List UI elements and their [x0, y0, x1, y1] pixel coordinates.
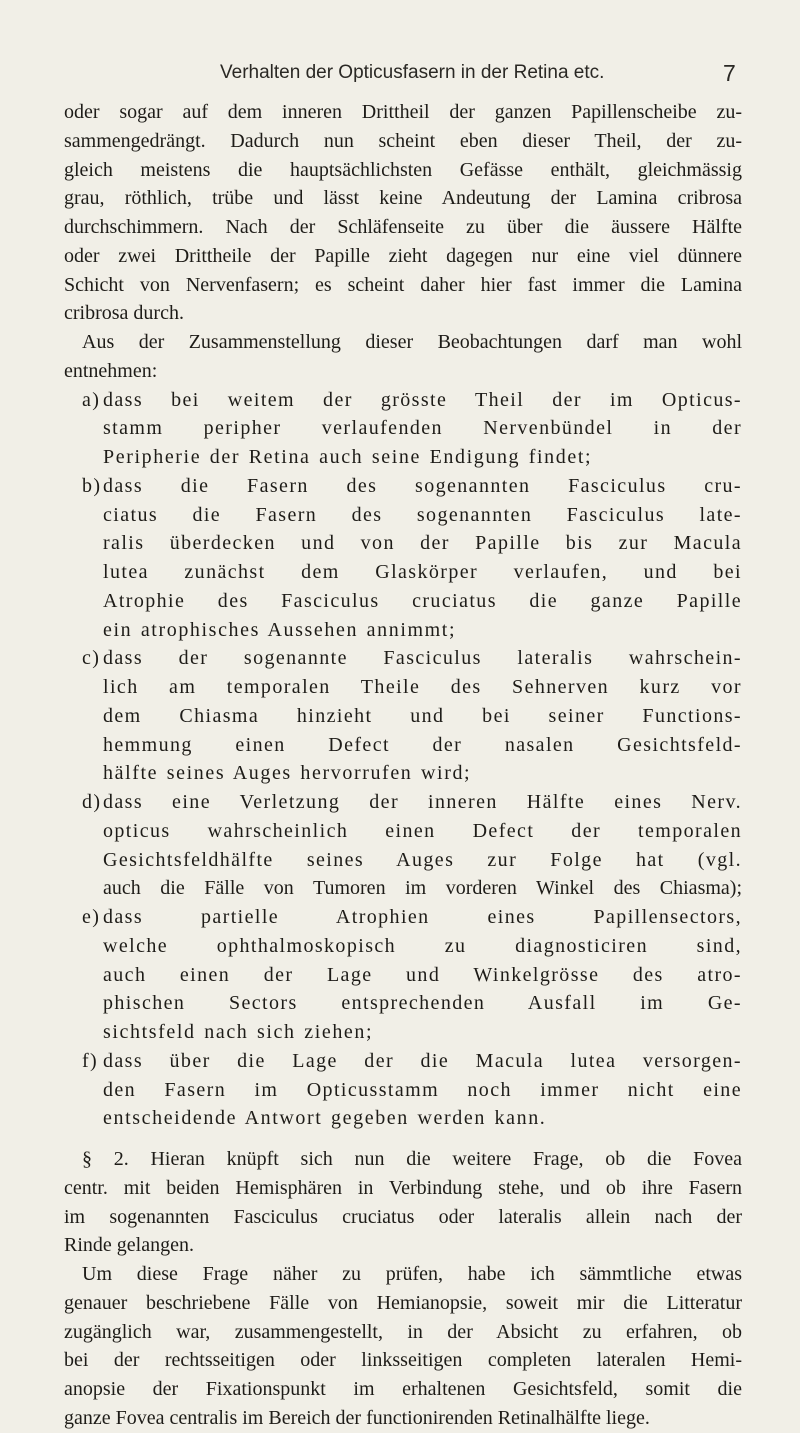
paragraph-4 — [64, 1260, 742, 1433]
paragraph-2 — [64, 328, 742, 386]
list-item-text: den Fasern im Opticusstamm noch immer nicht eine — [103, 1078, 742, 1101]
list-item-text: dass bei weitem der grösste Theil der im Opticus- — [103, 388, 742, 411]
list-item-text: dass über die Lage der die Macula lutea versorgen- — [103, 1049, 742, 1072]
list-item-label: e) — [82, 906, 101, 928]
list-item-text: ralis überdecken und von der Papille bis zur Macula — [103, 532, 742, 555]
list-item-text: dass die Fasern des sogenannten Fasciculus cru- — [103, 474, 742, 497]
text-line: sammengedrängt. Dadurch nun scheint eben dieser Theil, der zu- — [64, 129, 742, 152]
conclusion-list — [64, 386, 742, 1134]
list-item-e — [82, 903, 742, 1047]
text-line: durchschimmern. Nach der Schläfenseite zu über die äussere Hälfte — [64, 216, 742, 238]
list-item-text: Peripherie der Retina auch seine Endigung findet; — [103, 446, 593, 468]
list-item-text: auch einen der Lage und Winkelgrösse des atro- — [103, 963, 742, 986]
list-item-text: Gesichtsfeldhälfte seines Auges zur Folge hat (vgl. — [103, 848, 742, 871]
list-item-text: dass der sogenannte Fasciculus lateralis wahrschein- — [103, 647, 742, 670]
list-item-text: stamm peripher verlaufenden Nervenbündel in der — [103, 417, 742, 440]
list-item-label: c) — [82, 647, 101, 670]
list-item-label: f) — [82, 1049, 99, 1072]
list-item-text: welche ophthalmoskopisch zu diagnosticiren sind, — [103, 934, 742, 957]
text-line: Um diese Frage näher zu prüfen, habe ich sämmtliche etwas — [82, 1263, 742, 1285]
text-line: ganze Fovea centralis im Bereich der functionirenden Retinalhälfte liege. — [64, 1406, 650, 1429]
list-item-text: hälfte seines Auges hervorrufen wird; — [103, 762, 472, 785]
list-item-text: auch die Fälle von Tumoren im vorderen Winkel des Chiasma); — [103, 877, 742, 900]
list-item-text: opticus wahrscheinlich einen Defect der temporalen — [103, 819, 742, 842]
list-item-text: phischen Sectors entsprechenden Ausfall im Ge- — [103, 992, 742, 1015]
list-item-text: dass partielle Atrophien eines Papillensectors, — [103, 906, 742, 928]
text-line: anopsie der Fixationspunkt im erhaltenen Gesichtsfeld, somit die — [64, 1378, 742, 1400]
text-line: Aus der Zusammenstellung dieser Beobachtungen darf man wohl — [82, 331, 742, 353]
list-item-text: lich am temporalen Theile des Sehnerven kurz vor — [103, 676, 742, 698]
text-line: grau, röthlich, trübe und lässt keine Andeutung der Lamina cribrosa — [64, 187, 742, 210]
list-item-label: d) — [82, 791, 102, 813]
list-item-text: Atrophie des Fasciculus cruciatus die ganze Papille — [103, 589, 742, 612]
list-item-b — [82, 472, 742, 645]
list-item-d — [82, 788, 742, 903]
list-item-text: sichtsfeld nach sich ziehen; — [103, 1021, 374, 1043]
text-line: cribrosa durch. — [64, 302, 184, 325]
text-line: Schicht von Nervenfasern; es scheint daher hier fast immer die Lamina — [64, 273, 742, 296]
list-item-a — [82, 386, 742, 472]
text-line: im sogenannten Fasciculus cruciatus oder lateralis allein nach der — [64, 1205, 742, 1228]
list-item-text: ein atrophisches Aussehen annimmt; — [103, 618, 457, 641]
list-item-c — [82, 644, 742, 788]
body-text — [64, 98, 742, 1433]
text-line: entnehmen: — [64, 359, 158, 382]
text-line: Rinde gelangen. — [64, 1234, 194, 1257]
running-title: Verhalten der Opticusfasern in der Retina etc. — [220, 62, 605, 83]
list-item-text: lutea zunächst dem Glaskörper verlaufen, und bei — [103, 561, 742, 583]
text-line: gleich meistens die hauptsächlichsten Gefässe enthält, gleichmässig — [64, 158, 742, 181]
list-item-text: ciatus die Fasern des sogenannten Fasciculus late- — [103, 503, 742, 526]
list-item-text: hemmung einen Defect der nasalen Gesichtsfeld- — [103, 733, 742, 756]
text-line: bei der rechtsseitigen oder linksseitigen completen lateralen Hemi- — [64, 1349, 742, 1372]
list-item-text: entscheidende Antwort gegeben werden kann. — [103, 1107, 547, 1130]
text-line: centr. mit beiden Hemisphären in Verbindung stehe, und ob ihre Fasern — [64, 1176, 742, 1199]
paragraph-section-2 — [64, 1145, 742, 1260]
text-line: genauer beschriebene Fälle von Hemianopsie, soweit mir die Litteratur — [64, 1291, 742, 1314]
paragraph-1 — [64, 98, 742, 328]
text-line: oder sogar auf dem inneren Drittheil der ganzen Papillenscheibe zu- — [64, 101, 742, 123]
page-header — [0, 62, 800, 92]
list-item-text: dem Chiasma hinzieht und bei seiner Functions- — [103, 704, 742, 727]
list-item-label: a) — [82, 388, 101, 411]
list-item-text: dass eine Verletzung der inneren Hälfte eines Nerv. — [103, 791, 742, 813]
text-line: zugänglich war, zusammengestellt, in der Absicht zu erfahren, ob — [64, 1320, 742, 1343]
text-line: § 2. Hieran knüpft sich nun die weitere Frage, ob die Fovea — [82, 1148, 742, 1170]
list-item-label: b) — [82, 474, 102, 497]
list-item-f — [82, 1047, 742, 1133]
text-line: oder zwei Drittheile der Papille zieht dagegen nur eine viel dünnere — [64, 244, 742, 267]
page-number: 7 — [723, 60, 736, 86]
